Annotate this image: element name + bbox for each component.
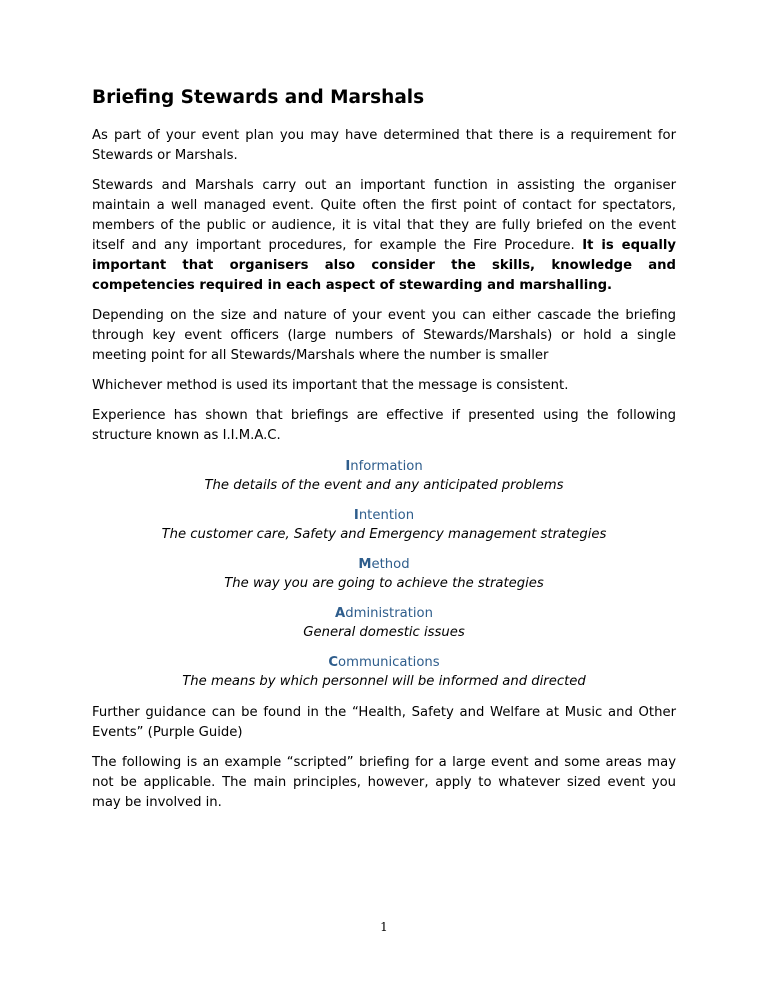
- document-body: [92, 86, 676, 823]
- imac-description: General domestic issues: [303, 625, 465, 640]
- imac-item-method: [92, 555, 676, 593]
- page-number: 1: [380, 920, 388, 934]
- imac-title-rest: nformation: [350, 459, 423, 474]
- imac-description: The means by which personnel will be informed and directed: [182, 674, 586, 689]
- imac-item-administration: [92, 604, 676, 642]
- imac-description: The way you are going to achieve the strategies: [224, 576, 544, 591]
- paragraph-function-emphasis: It is equally important that organisers also consider the skills, knowledge and competencies required in each aspect of stewarding and marshalling.: [92, 238, 676, 293]
- imac-initial: C: [328, 655, 339, 670]
- paragraph-guidance: Further guidance can be found in the “Health, Safety and Welfare at Music and Other Events” (Purple Guide): [92, 705, 676, 740]
- imac-title: [92, 653, 676, 672]
- imac-description: The details of the event and any anticipated problems: [204, 478, 564, 493]
- imac-initial: A: [335, 606, 346, 621]
- imac-item-communications: [92, 653, 676, 691]
- imac-title: [92, 555, 676, 574]
- imac-item-intention: [92, 506, 676, 544]
- paragraph-structure: Experience has shown that briefings are effective if presented using the following structure known as I.I.M.A.C.: [92, 408, 676, 443]
- paragraph-consistency: Whichever method is used its important that the message is consistent.: [92, 378, 569, 393]
- imac-item-information: [92, 457, 676, 495]
- paragraph-cascade: Depending on the size and nature of your event you can either cascade the briefing through key event officers (large numbers of Stewards/Marshals) or hold a single meeting point for all Stewards/Marshals where the number is smaller: [92, 308, 676, 363]
- paragraph-example: The following is an example “scripted” briefing for a large event and some areas may not be applicable. The main principles, however, apply to whatever sized event you may be involved in.: [92, 755, 676, 810]
- imac-title-rest: ethod: [371, 557, 410, 572]
- imac-list: [92, 457, 676, 691]
- imac-description: The customer care, Safety and Emergency management strategies: [161, 527, 607, 542]
- imac-title: [92, 506, 676, 525]
- imac-initial: I: [345, 459, 351, 474]
- paragraph-function: [92, 176, 676, 296]
- imac-title: [92, 604, 676, 623]
- paragraph-intro: As part of your event plan you may have determined that there is a requirement for Stewards or Marshals.: [92, 128, 676, 163]
- imac-title-rest: ntention: [358, 508, 415, 523]
- imac-initial: I: [353, 508, 359, 523]
- imac-initial: M: [358, 557, 372, 572]
- paragraph-function-text: Stewards and Marshals carry out an important function in assisting the organiser maintain a well managed event. Quite often the first point of contact for spectators, members of the public or audience, it is vital that they are fully briefed on the event itself and any important procedures, for example the Fire Procedure.: [92, 178, 676, 253]
- page-title: Briefing Stewards and Marshals: [92, 87, 425, 108]
- imac-title: [92, 457, 676, 476]
- imac-title-rest: ommunications: [338, 655, 440, 670]
- imac-title-rest: dministration: [345, 606, 433, 621]
